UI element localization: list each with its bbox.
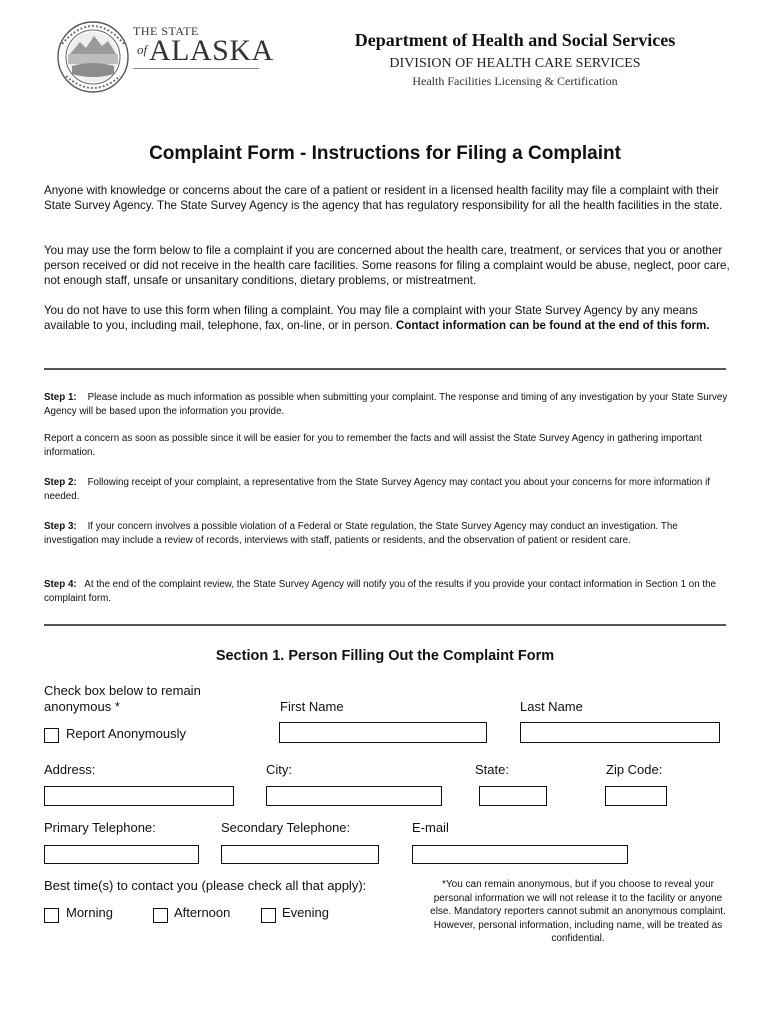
step-1-text: Please include as much information as possible when submitting your complaint. The response and timing of any investigation by your State Survey Agency will be based upon the information you provide. [44, 392, 728, 417]
afternoon-label: Afternoon [174, 905, 231, 920]
report-anonymously-checkbox[interactable] [44, 728, 59, 743]
anonymity-note: *You can remain anonymous, but if you choose to reveal your personal information we will not release it to the facility or anyone else. Mandatory reporters cannot submit an anonymous complaint. However, personal information, including name, will be treated as confidential. [430, 879, 726, 944]
state-field[interactable] [479, 786, 547, 806]
step-4 [44, 578, 734, 605]
last-name-field[interactable] [520, 722, 720, 743]
step-4-label: Step 4: [44, 579, 77, 590]
evening-label: Evening [282, 905, 329, 920]
contact-info-note: Contact information can be found at the end of this form. [395, 319, 710, 332]
secondary-telephone-label: Secondary Telephone: [221, 820, 351, 835]
morning-checkbox[interactable] [44, 908, 59, 923]
city-field[interactable] [266, 786, 442, 806]
intro-paragraph-1: Anyone with knowledge or concerns about the care of a patient or resident in a licensed health facility may file a complaint with their State Survey Agency. The State Survey Agency is the agency that has regulatory responsibility for all the health facilities in the state. [44, 184, 723, 212]
intro-paragraph-3 [44, 303, 734, 333]
best-time-label: Best time(s) to contact you (please check all that apply): [44, 878, 367, 893]
step-3-label: Step 3: [44, 521, 77, 532]
step-2 [44, 476, 734, 503]
morning-label: Morning [66, 905, 113, 920]
address-label: Address: [44, 762, 96, 777]
first-name-field[interactable] [279, 722, 487, 743]
last-name-label: Last Name [520, 699, 583, 714]
step-3-text: If your concern involves a possible violation of a Federal or State regulation, the State Survey Agency may conduct an investigation. The investigation may include a review of records, interviews with staff, patients or residents, and the observation of patient or resident care. [44, 521, 678, 546]
divider-bottom [44, 624, 726, 626]
intro-paragraph-3-text: You do not have to use this form when filing a complaint. You may file a complaint with your State Survey Agency by any means available to you, including mail, telephone, fax, on-line, or in person. [44, 304, 698, 332]
division-name: DIVISION OF HEALTH CARE SERVICES [389, 56, 641, 71]
step-4-text: At the end of the complaint review, the State Survey Agency will notify you of the results if you provide your contact information in Section 1 on the complaint form. [44, 579, 716, 604]
report-anonymously-label: Report Anonymously [66, 726, 186, 741]
address-field[interactable] [44, 786, 234, 806]
office-name: Health Facilities Licensing & Certification [412, 74, 618, 88]
section-1-heading: Section 1. Person Filling Out the Complaint Form [215, 648, 555, 664]
page-title: Complaint Form - Instructions for Filing a Complaint [149, 143, 621, 164]
afternoon-checkbox[interactable] [153, 908, 168, 923]
state-logo-name: ALASKA [149, 34, 274, 67]
zip-code-field[interactable] [605, 786, 667, 806]
state-seal-logo [56, 14, 130, 100]
logo-underline [133, 68, 259, 69]
step-2-text: Following receipt of your complaint, a representative from the State Survey Agency may contact you about your concerns for more information if needed. [44, 477, 710, 502]
state-logo-of: of [137, 42, 148, 57]
step-1-label: Step 1: [44, 392, 77, 403]
evening-checkbox[interactable] [261, 908, 276, 923]
state-label: State: [475, 762, 509, 777]
step-3 [44, 520, 734, 547]
zip-code-label: Zip Code: [606, 762, 663, 777]
first-name-label: First Name [280, 699, 344, 714]
email-label: E-mail [412, 820, 449, 835]
primary-telephone-field[interactable] [44, 845, 199, 864]
state-logo-the: THE STATE [133, 24, 199, 38]
step-1 [44, 391, 734, 418]
anonymous-label-line-1: Check box below to remain [44, 683, 201, 698]
secondary-telephone-field[interactable] [221, 845, 379, 864]
anonymous-label-line-2: anonymous * [44, 699, 120, 714]
email-field[interactable] [412, 845, 628, 864]
city-label: City: [266, 762, 292, 777]
intro-paragraph-2: You may use the form below to file a complaint if you are concerned about the health care, treatment, or services that you or another person received or did not receive in the health care facilities. Some reasons for filing a complaint would be abuse, neglect, poor care, not enough staff, unsafe or unsanitary conditions, dietary problems, or mistreatment. [44, 244, 730, 287]
divider-top [44, 368, 726, 370]
primary-telephone-label: Primary Telephone: [44, 820, 156, 835]
step-2-label: Step 2: [44, 477, 77, 488]
department-name: Department of Health and Social Services [354, 30, 676, 50]
step-1-extra: Report a concern as soon as possible since it will be easier for you to remember the facts and will assist the State Survey Agency in gathering important information. [44, 433, 702, 458]
